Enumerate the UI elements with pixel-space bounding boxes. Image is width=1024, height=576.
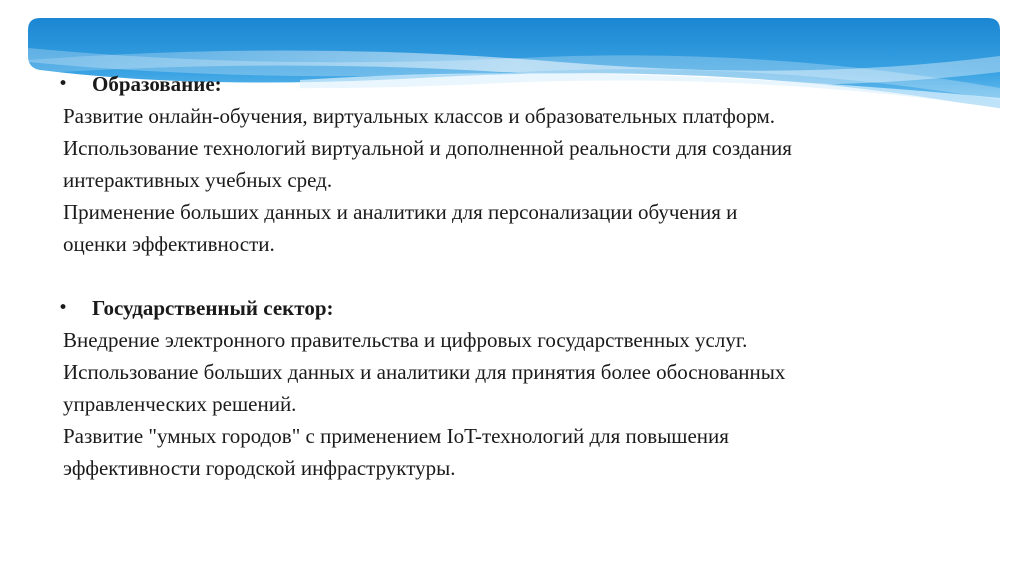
section-heading: Образование: xyxy=(92,72,222,96)
slide-body xyxy=(58,68,993,484)
body-line: оценки эффективности. xyxy=(63,232,275,256)
section-heading: Государственный сектор: xyxy=(92,296,334,320)
body-line: интерактивных учебных сред. xyxy=(63,168,333,192)
section-government xyxy=(58,292,993,484)
bullet-dot-icon: • xyxy=(58,298,69,318)
section-education xyxy=(58,68,993,260)
body-line: Использование технологий виртуальной и дополненной реальности для создания xyxy=(63,136,792,160)
body-line: Внедрение электронного правительства и цифровых государственных услуг. xyxy=(63,328,748,352)
body-line: Применение больших данных и аналитики для персонализации обучения и xyxy=(63,200,738,224)
body-line: Развитие онлайн-обучения, виртуальных классов и образовательных платформ. xyxy=(63,104,776,128)
section-heading-row xyxy=(58,68,993,100)
body-line: эффективности городской инфраструктуры. xyxy=(63,456,456,480)
body-line: Использование больших данных и аналитики для принятия более обоснованных xyxy=(63,360,786,384)
section-heading-row xyxy=(58,292,993,324)
bullet-dot-icon: • xyxy=(58,74,69,94)
body-line: управленческих решений. xyxy=(63,392,297,416)
body-line: Развитие "умных городов" с применением IoT-технологий для повышения xyxy=(63,424,729,448)
